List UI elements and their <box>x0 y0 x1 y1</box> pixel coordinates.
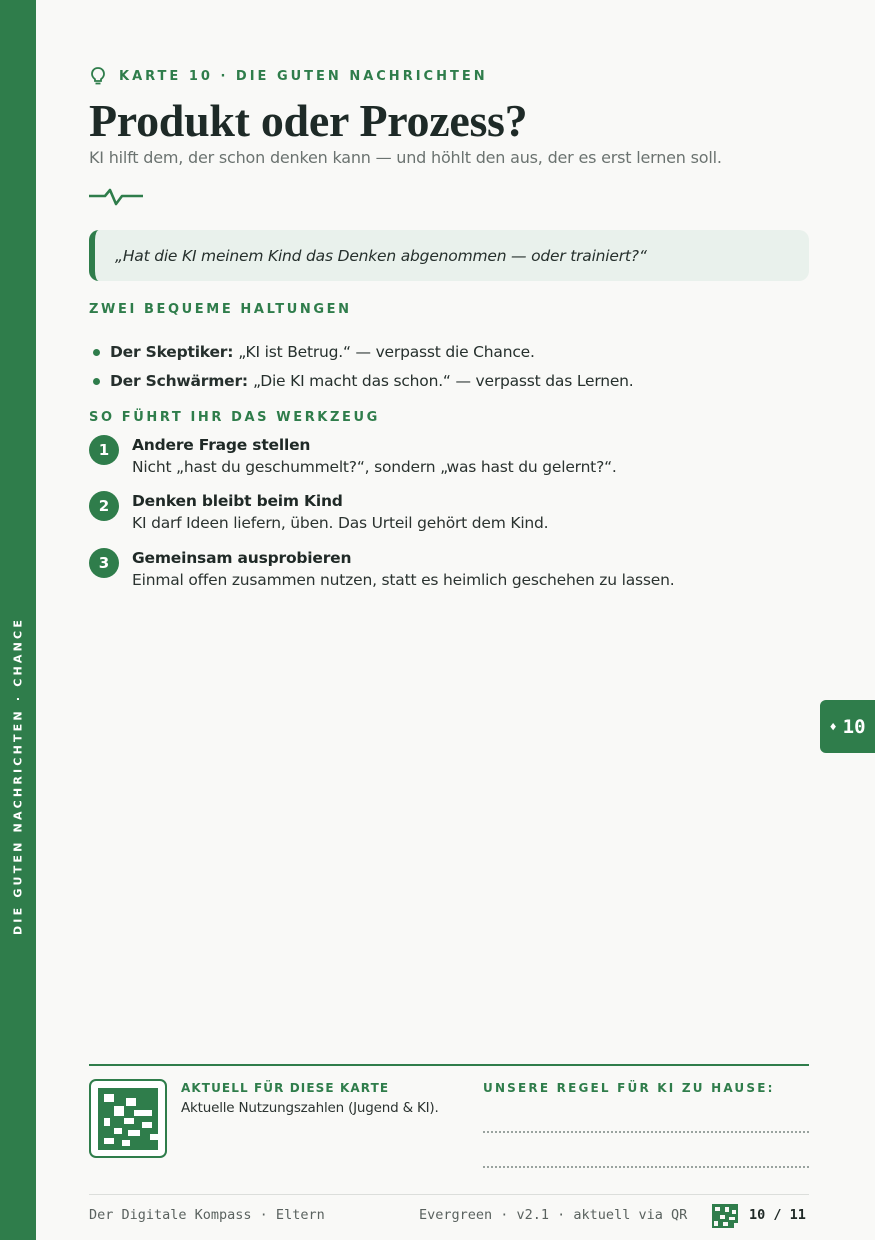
side-bar <box>0 0 36 1240</box>
lightbulb-icon <box>89 66 107 86</box>
step-number: 1 <box>89 435 119 465</box>
haltungen-list <box>89 337 634 395</box>
write-in-line[interactable] <box>483 1166 809 1168</box>
footer-divider <box>89 1064 809 1066</box>
quote-box: „Hat die KI meinem Kind das Denken abgenommen — oder trainiert?“ <box>89 230 809 281</box>
section-heading-haltungen: ZWEI BEQUEME HALTUNGEN <box>89 302 352 317</box>
step-number: 2 <box>89 491 119 521</box>
step-item <box>89 435 617 479</box>
step-text: KI darf Ideen liefern, üben. Das Urteil gehört dem Kind. <box>132 514 549 532</box>
item-label: Der Skeptiker: <box>110 342 234 361</box>
item-text: „Die KI macht das schon.“ — verpasst das Lernen. <box>252 371 634 390</box>
qr-code-icon[interactable] <box>89 1079 167 1158</box>
section-heading-werkzeug: SO FÜHRT IHR DAS WERKZEUG <box>89 410 380 425</box>
bullet-dot <box>93 349 100 356</box>
write-in-line[interactable] <box>483 1131 809 1133</box>
bullet-dot <box>93 378 100 385</box>
step-text: Nicht „hast du geschummelt?“, sondern „was hast du gelernt?“. <box>132 458 617 476</box>
step-title: Gemeinsam ausprobieren <box>132 549 352 567</box>
step-title: Andere Frage stellen <box>132 436 311 454</box>
step-number: 3 <box>89 548 119 578</box>
step-item <box>89 548 674 592</box>
step-title: Denken bleibt beim Kind <box>132 492 343 510</box>
card-number-tab <box>820 700 875 753</box>
aktuell-text: Aktuelle Nutzungszahlen (Jugend & KI). <box>181 1100 439 1116</box>
list-item <box>89 337 634 366</box>
step-item <box>89 491 548 535</box>
step-text: Einmal offen zusammen nutzen, statt es heimlich geschehen zu lassen. <box>132 571 675 589</box>
page-number: 10 / 11 <box>749 1207 806 1223</box>
list-item <box>89 366 634 395</box>
kicker-text: KARTE 10 · DIE GUTEN NACHRICHTEN <box>119 68 488 84</box>
kicker <box>89 66 488 86</box>
pulse-icon <box>89 185 143 209</box>
aktuell-heading: AKTUELL FÜR DIESE KARTE <box>181 1081 390 1095</box>
regel-heading: UNSERE REGEL FÜR KI ZU HAUSE: <box>483 1081 775 1095</box>
sidebar-vertical-label: DIE GUTEN NACHRICHTEN · CHANCE <box>11 616 25 936</box>
footer-version-text: Evergreen · v2.1 · aktuell via QR <box>419 1207 688 1223</box>
footer-left-text: Der Digitale Kompass · Eltern <box>89 1207 325 1223</box>
item-label: Der Schwärmer: <box>110 371 248 390</box>
bottom-divider <box>89 1194 809 1195</box>
small-qr-icon <box>712 1204 738 1228</box>
item-text: „KI ist Betrug.“ — verpasst die Chance. <box>238 342 535 361</box>
card-number: 10 <box>842 715 866 738</box>
diamond-icon: ♦ <box>829 719 837 734</box>
page-title: Produkt oder Prozess? <box>89 95 528 146</box>
page-subtitle: KI hilft dem, der schon denken kann — und höhlt den aus, der es erst lernen soll. <box>89 148 722 167</box>
